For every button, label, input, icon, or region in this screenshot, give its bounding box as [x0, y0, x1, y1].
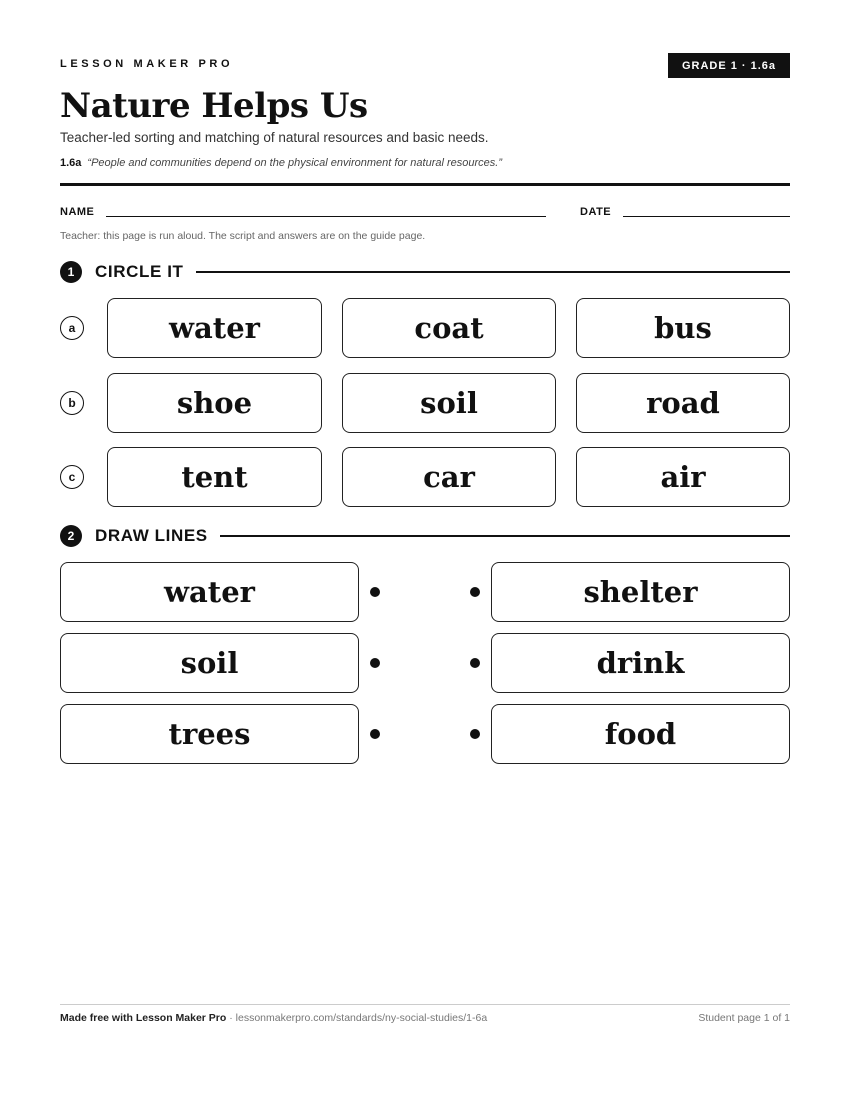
footer-page-label: Student page 1 of 1: [698, 1012, 790, 1024]
page-subtitle: Teacher-led sorting and matching of natural resources and basic needs.: [60, 130, 489, 145]
footer-divider: [60, 1004, 790, 1005]
teacher-note: Teacher: this page is run aloud. The script and answers are on the guide page.: [60, 230, 426, 242]
match-right-card[interactable]: food: [491, 704, 790, 764]
match-left-dot[interactable]: [370, 587, 380, 597]
word-card[interactable]: shoe: [107, 373, 322, 433]
standard-code: 1.6a: [60, 157, 82, 169]
footer-separator: ·: [226, 1012, 236, 1024]
page-title: Nature Helps Us: [60, 86, 368, 126]
section-draw-lines-header: [60, 524, 790, 548]
word-card[interactable]: coat: [342, 298, 556, 358]
name-field[interactable]: [106, 216, 546, 217]
match-right-card[interactable]: shelter: [491, 562, 790, 622]
word-card[interactable]: car: [342, 447, 556, 507]
word-card[interactable]: soil: [342, 373, 556, 433]
section-title: CIRCLE IT: [95, 262, 184, 281]
word-card[interactable]: bus: [576, 298, 790, 358]
word-card[interactable]: water: [107, 298, 322, 358]
section-number: 2: [60, 525, 82, 547]
standard-line: [60, 157, 502, 169]
word-card[interactable]: tent: [107, 447, 322, 507]
word-card[interactable]: air: [576, 447, 790, 507]
section-rule: [196, 271, 790, 273]
name-label: NAME: [60, 206, 95, 218]
footer-made-with: Made free with Lesson Maker Pro: [60, 1012, 227, 1024]
row-letter-b: b: [60, 391, 84, 415]
date-field[interactable]: [623, 216, 790, 217]
match-left-card[interactable]: soil: [60, 633, 359, 693]
grade-badge: GRADE 1 · 1.6a: [668, 53, 790, 78]
section-title: DRAW LINES: [95, 526, 208, 545]
row-letter-a: a: [60, 316, 84, 340]
section-rule: [220, 535, 790, 537]
match-left-dot[interactable]: [370, 658, 380, 668]
row-letter-c: c: [60, 465, 84, 489]
standard-quote: “People and communities depend on the physical environment for natural resources.”: [87, 157, 502, 169]
word-card[interactable]: road: [576, 373, 790, 433]
match-left-card[interactable]: trees: [60, 704, 359, 764]
section-number: 1: [60, 261, 82, 283]
match-right-card[interactable]: drink: [491, 633, 790, 693]
date-label: DATE: [580, 206, 612, 218]
match-right-dot[interactable]: [470, 658, 480, 668]
section-circle-it-header: [60, 260, 790, 284]
worksheet-page: [60, 0, 790, 1100]
footer-credit: [60, 1012, 487, 1024]
brand-name: LESSON MAKER PRO: [60, 58, 234, 70]
footer-url[interactable]: lessonmakerpro.com/standards/ny-social-studies/1-6a: [235, 1012, 488, 1024]
header-divider: [60, 183, 790, 186]
match-right-dot[interactable]: [470, 587, 480, 597]
match-left-dot[interactable]: [370, 729, 380, 739]
match-right-dot[interactable]: [470, 729, 480, 739]
match-left-card[interactable]: water: [60, 562, 359, 622]
